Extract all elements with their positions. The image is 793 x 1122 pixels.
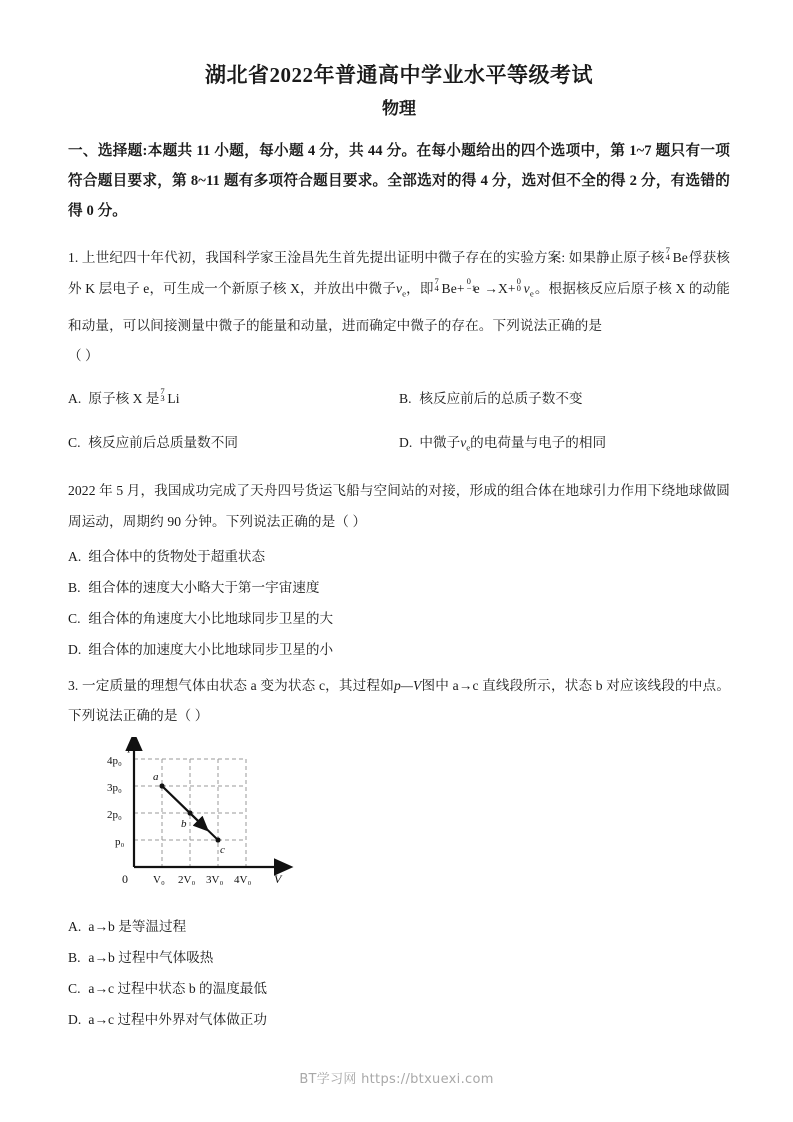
question-1-option-a[interactable] xyxy=(68,377,399,421)
question-3 xyxy=(68,671,730,1035)
question-3-number: 3. xyxy=(68,678,79,694)
nuclide-be-7-4: 7 4 Be xyxy=(665,244,688,265)
option-text: 原子核 X 是 xyxy=(88,390,160,406)
y-axis-label: p xyxy=(128,739,134,754)
option-letter: B. xyxy=(68,950,81,966)
question-2 xyxy=(68,475,730,665)
option-text: a→c 过程中外界对气体做正功 xyxy=(88,1012,267,1028)
y-tick-4p0: 4p₀ xyxy=(107,755,122,768)
option-letter: B. xyxy=(68,580,81,596)
question-3-option-d[interactable] xyxy=(68,1004,730,1035)
question-1-answer-blank: （ ） xyxy=(68,347,99,363)
x-tick-4v0: 4V₀ xyxy=(234,874,252,887)
question-3-options xyxy=(68,911,730,1035)
option-text: a→b 是等温过程 xyxy=(88,919,187,935)
question-3-stem-part2: 图中 a→c 直线段所示，状态 b 对应该线段的中点。下列说法正确的是（ ） xyxy=(68,678,731,724)
question-1-option-b[interactable] xyxy=(399,377,730,421)
x-tick-2v0: 2V₀ xyxy=(178,874,196,887)
option-letter: C. xyxy=(68,611,81,627)
option-letter: D. xyxy=(399,434,413,450)
option-text: a→b 过程中气体吸热 xyxy=(88,950,214,966)
option-letter: C. xyxy=(68,981,81,997)
question-1-stem-part3: ，即 xyxy=(406,281,434,296)
process-arrow-ac xyxy=(162,786,199,822)
neutrino-symbol: ν xyxy=(460,434,467,450)
pv-diagram-svg xyxy=(80,737,295,902)
equation-arrow: → xyxy=(484,281,498,296)
subject-title: 物理 xyxy=(382,99,416,118)
option-text: 组合体的加速度大小比地球同步卫星的小 xyxy=(88,642,334,658)
question-1-stem xyxy=(68,242,730,341)
x-tick-v0: V₀ xyxy=(153,874,165,887)
nuclide-li-7-3: 7 3 Li xyxy=(160,385,180,406)
question-1-stem-part4: 。根据核反应后原子核 X 的动能和动量，可以间接测量中微子的能量和动量，进而确定中微子的存在。下列说法正确的是 xyxy=(68,281,730,333)
equation-be-nuclide: 7 4 Be+ xyxy=(434,275,465,296)
y-tick-3p0: 3p₀ xyxy=(107,782,122,795)
origin-label: 0 xyxy=(122,872,128,887)
y-tick-2p0: 2p₀ xyxy=(107,809,122,822)
option-letter: A. xyxy=(68,919,82,935)
x-axis-label: V xyxy=(274,872,282,887)
data-point-b xyxy=(187,811,192,816)
neutrino-subscript: e xyxy=(402,288,407,299)
question-3-stem-part1: 一定质量的理想气体由状态 a 变为状态 c，其过程如 xyxy=(81,678,394,694)
pv-notation: p—V xyxy=(393,678,422,694)
point-label-b: b xyxy=(181,818,187,831)
option-text: 核反应前后的总质子数不变 xyxy=(419,390,583,406)
option-letter: D. xyxy=(68,1012,82,1028)
question-3-option-b[interactable] xyxy=(68,942,730,973)
option-letter: D. xyxy=(68,642,82,658)
equation-x-term: X+ xyxy=(497,281,516,296)
pv-diagram-figure xyxy=(68,737,730,907)
option-letter: B. xyxy=(399,390,412,406)
question-1-option-d[interactable] xyxy=(399,421,730,470)
equation-neutrino-nuclide: 0 0 $\nu_e$ xyxy=(516,275,534,299)
question-1 xyxy=(68,242,730,469)
option-letter: A. xyxy=(68,549,82,565)
option-text-after: 的电荷量与电子的相同 xyxy=(470,434,607,450)
x-tick-3v0: 3V₀ xyxy=(206,874,224,887)
point-label-c: c xyxy=(220,844,225,857)
question-1-stem-part1: 上世纪四十年代初，我国科学家王淦昌先生首先提出证明中微子存在的实验方案: 如果静止原子核 xyxy=(81,250,665,265)
option-letter: A. xyxy=(68,390,82,406)
y-tick-p0: p₀ xyxy=(115,836,125,849)
data-point-a xyxy=(159,784,164,789)
option-text: a→c 过程中状态 b 的温度最低 xyxy=(88,981,267,997)
neutrino-symbol: ν xyxy=(395,281,403,296)
option-text: 组合体中的货物处于超重状态 xyxy=(88,549,266,565)
question-2-option-b[interactable] xyxy=(68,572,730,603)
question-3-option-c[interactable] xyxy=(68,973,730,1004)
question-1-option-c[interactable] xyxy=(68,421,399,470)
question-1-options xyxy=(68,377,730,470)
question-2-option-c[interactable] xyxy=(68,603,730,634)
page-title: 湖北省2022年普通高中学业水平等级考试 xyxy=(205,63,593,87)
point-label-a: a xyxy=(153,771,159,784)
question-2-options xyxy=(68,541,730,665)
data-point-c xyxy=(215,838,220,843)
equation-electron-nuclide: 0 −1 e xyxy=(466,275,480,296)
option-text: 组合体的角速度大小比地球同步卫星的大 xyxy=(88,611,334,627)
question-3-option-a[interactable] xyxy=(68,911,730,942)
section-instruction: 一、选择题:本题共 11 小题，每小题 4 分，共 44 分。在每小题给出的四个选项中，第 1~7 题只有一项符合题目要求，第 8~11 题有多项符合题目要求。全部选对的得 4 分，选对但不全的得 2 分，有选错的得 0 分。 xyxy=(68,143,730,219)
question-3-stem xyxy=(68,671,730,731)
option-text: 中微子 xyxy=(419,434,461,450)
question-2-option-a[interactable] xyxy=(68,541,730,572)
question-2-option-d[interactable] xyxy=(68,634,730,665)
option-text: 组合体的速度大小略大于第一宇宙速度 xyxy=(88,580,320,596)
question-1-stem-part2: 俘获核外 K 层电子 e，可生成一个新原子核 X，并放出中微子 xyxy=(68,250,730,296)
question-1-number: 1. xyxy=(68,250,79,265)
footer-watermark: BT学习网 https://btxuexi.com xyxy=(299,1072,494,1087)
option-text: 核反应前后总质量数不同 xyxy=(88,434,238,450)
option-letter: C. xyxy=(68,434,81,450)
question-2-stem: 2022 年 5 月，我国成功完成了天舟四号货运飞船与空间站的对接，形成的组合体在地球引力作用下绕地球做圆周运动，周期约 90 分钟。下列说法正确的是（ ） xyxy=(68,483,730,530)
page-content xyxy=(68,60,730,1041)
neutrino-subscript: e xyxy=(466,442,471,453)
